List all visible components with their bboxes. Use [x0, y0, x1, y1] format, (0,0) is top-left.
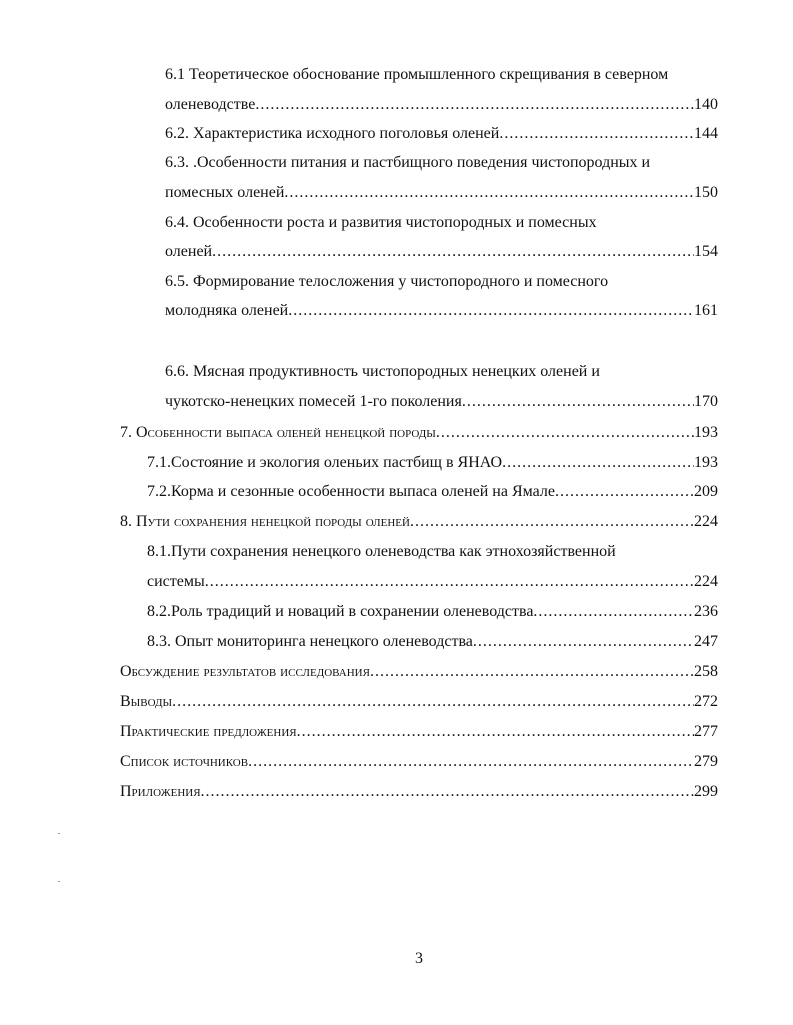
toc-page-number: 247	[694, 633, 718, 650]
leader-dots	[255, 94, 694, 116]
toc-entry-6-1: оленеводстве ..... 140	[165, 94, 718, 116]
toc-entry-6-1-line1: 6.1 Теоретическое обоснование промышленного скрещивания в северном	[165, 66, 669, 83]
leader-dots	[502, 452, 694, 474]
toc-entry-practical-proposals: Практические предложения ..... 277	[120, 721, 718, 743]
toc-page-number: 258	[694, 663, 718, 680]
toc-page-number: 224	[694, 573, 718, 590]
toc-entry-8-1: системы ..... 224	[147, 571, 718, 593]
toc-entry-6-6: чукотско-ненецких помесей 1-го поколения ..... 170	[165, 391, 718, 413]
toc-page-number: 161	[694, 302, 718, 319]
leader-dots	[288, 300, 694, 322]
toc-entry-6-5-line1: 6.5. Формирование телосложения у чистопородного и помесного	[165, 273, 609, 290]
scan-speck	[58, 881, 60, 882]
toc-entry-appendices: Приложения ..... 299	[120, 781, 718, 803]
toc-entry-6-3: помесных оленей ..... 150	[165, 182, 718, 204]
toc-page-number: 299	[694, 783, 718, 800]
toc-entry-6-4: оленей ..... 154	[165, 241, 718, 263]
toc-entry-8-1-line1: 8.1.Пути сохранения ненецкого оленеводства как этнохозяйственной	[147, 543, 616, 560]
leader-dots	[172, 691, 694, 713]
toc-entry-discussion: Обсуждение результатов исследования ..... 258	[120, 661, 718, 683]
toc-entry-6-6-line1: 6.6. Мясная продуктивность чистопородных ненецких оленей и	[165, 363, 600, 380]
leader-dots	[555, 481, 694, 503]
leader-dots	[205, 571, 694, 593]
toc-page-number: 140	[694, 96, 718, 113]
toc-page-number: 277	[694, 723, 718, 740]
leader-dots	[201, 781, 694, 803]
toc-page-number: 193	[694, 424, 718, 441]
leader-dots	[370, 661, 694, 683]
toc-page-number: 236	[694, 603, 718, 620]
leader-dots	[284, 182, 694, 204]
toc-page-number: 154	[694, 243, 718, 260]
leader-dots	[212, 241, 694, 263]
toc-page-number: 193	[694, 454, 718, 471]
toc-entry-7-2: 7.2.Корма и сезонные особенности выпаса оленей на Ямале ..... 209	[147, 481, 718, 503]
toc-page-number: 279	[694, 753, 718, 770]
toc-page-number: 144	[694, 125, 718, 142]
toc-entry-8-3: 8.3. Опыт мониторинга ненецкого оленеводства ..... 247	[147, 631, 718, 653]
toc-entry-7: 7. Особенности выпаса оленей ненецкой породы ..... 193	[120, 422, 718, 444]
toc-entry-8-2: 8.2.Роль традиций и новаций в сохранении оленеводства ..... 236	[147, 601, 718, 623]
toc-page-number: 209	[694, 483, 718, 500]
toc-entry-6-2: 6.2. Характеристика исходного поголовья оленей ..... 144	[165, 123, 718, 145]
toc-entry-6-4-line1: 6.4. Особенности роста и развития чистопородных и помесных	[165, 214, 597, 231]
toc-entry-sources: Список источников ..... 279	[120, 751, 718, 773]
toc-entry-conclusions: Выводы ..... 272	[120, 691, 718, 713]
leader-dots	[297, 721, 694, 743]
toc-entry-6-5: молодняка оленей ..... 161	[165, 300, 718, 322]
toc-entry-8: 8. Пути сохранения ненецкой породы оленей ..... 224	[120, 511, 718, 533]
toc-page-number: 272	[694, 693, 718, 710]
scan-speck	[58, 833, 60, 834]
toc-page-number: 224	[694, 513, 718, 530]
leader-dots	[499, 123, 694, 145]
toc-entry-6-3-line1: 6.3. .Особенности питания и пастбищного поведения чистопородных и	[165, 154, 651, 171]
toc-entry-7-1: 7.1.Состояние и экология оленьих пастбищ в ЯНАО ..... 193	[147, 452, 718, 474]
leader-dots	[436, 422, 694, 444]
toc-page-number: 150	[694, 184, 718, 201]
leader-dots	[410, 511, 694, 533]
toc-page-number: 170	[694, 393, 718, 410]
leader-dots	[533, 601, 694, 623]
leader-dots	[462, 391, 694, 413]
page-number: 3	[415, 950, 423, 967]
leader-dots	[248, 751, 694, 773]
leader-dots	[473, 631, 694, 653]
